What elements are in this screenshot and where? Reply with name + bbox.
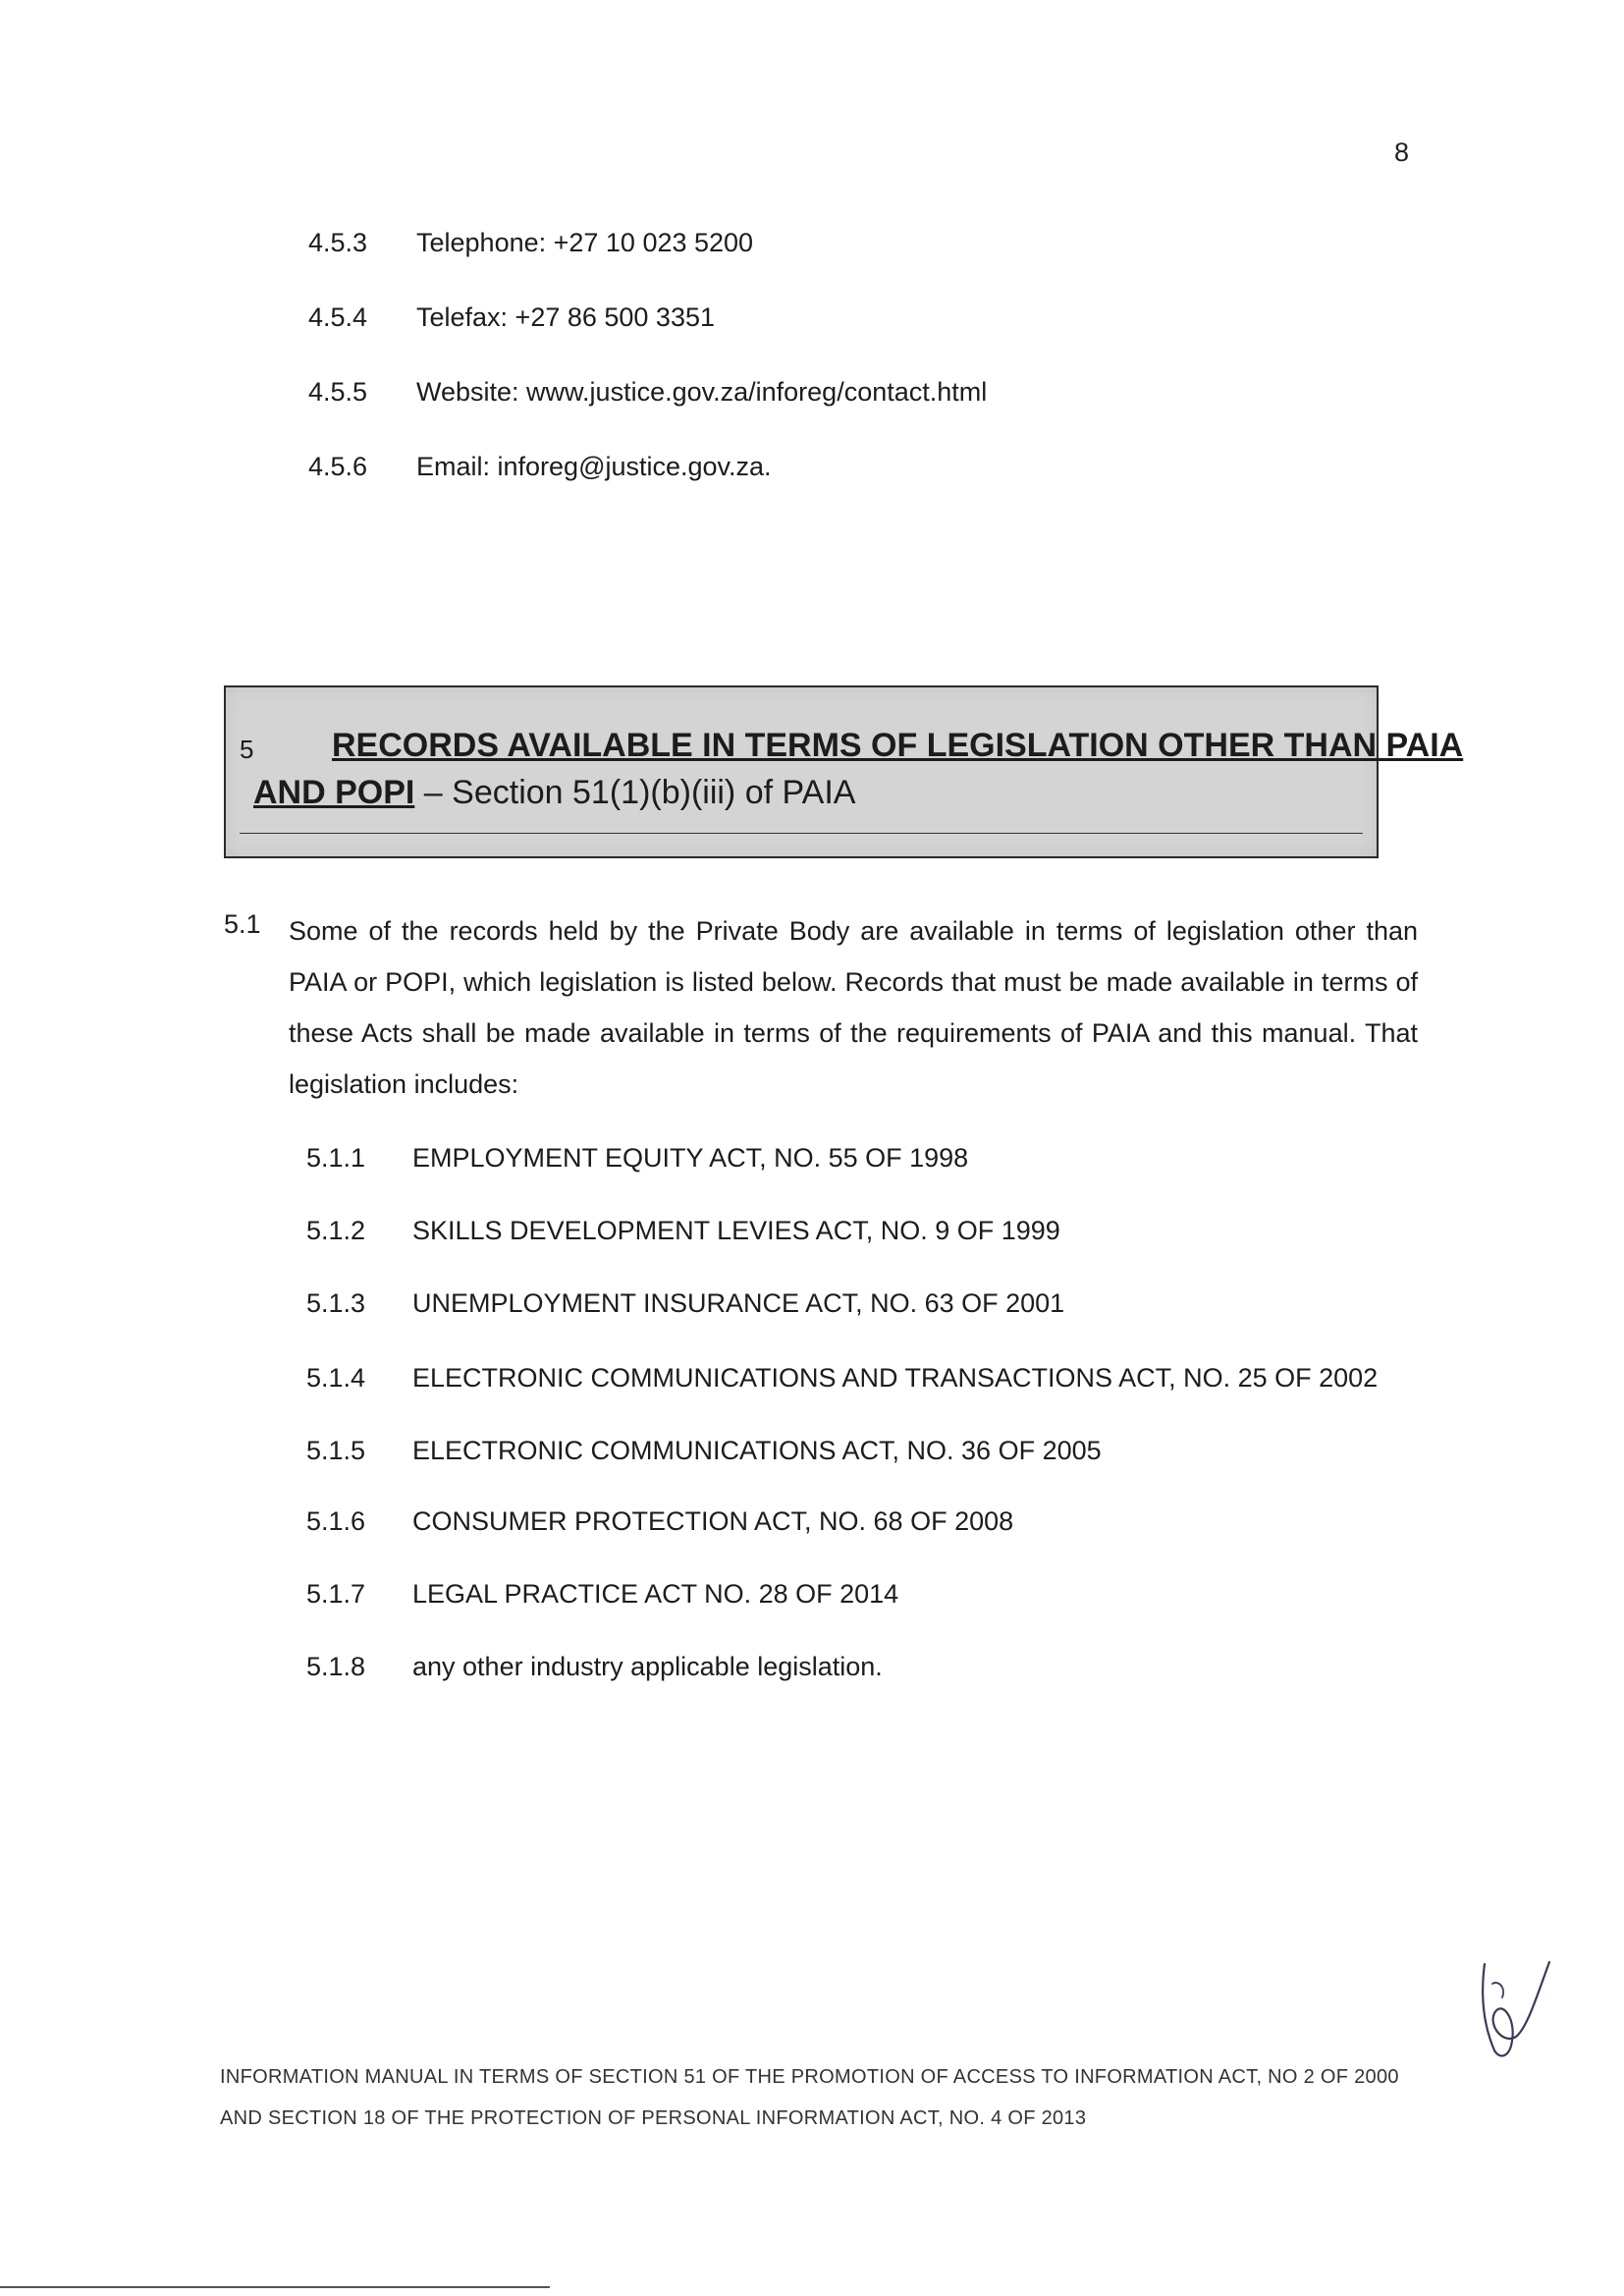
legislation-item [306, 1143, 968, 1174]
legislation-text: LEGAL PRACTICE ACT NO. 28 OF 2014 [412, 1579, 899, 1609]
legislation-number: 5.1.4 [306, 1363, 366, 1393]
contact-text: Website: www.justice.gov.za/inforeg/contact.html [416, 377, 988, 407]
legislation-number: 5.1.5 [306, 1436, 366, 1465]
legislation-text: UNEMPLOYMENT INSURANCE ACT, NO. 63 OF 2001 [412, 1288, 1065, 1318]
handwritten-signature [1473, 1954, 1551, 2072]
section-heading-line2 [253, 774, 855, 812]
contact-telefax [308, 302, 715, 333]
legislation-number: 5.1.8 [306, 1652, 366, 1681]
section-heading-part2: AND POPI [253, 774, 415, 811]
legislation-item [306, 1363, 1378, 1394]
paragraph-text: Some of the records held by the Private Body are available in terms of legislation other than PAIA or POPI, which legislation is listed below. Records that must be made available in terms of these Acts shall be made available in terms of the requirements of PAIA and this manual. That legislation includes: [289, 916, 1418, 1099]
footer-line1: INFORMATION MANUAL IN TERMS OF SECTION 51 OF THE PROMOTION OF ACCESS TO INFORMATION ACT, NO 2 OF 2000 [220, 2066, 1399, 2088]
legislation-text: CONSUMER PROTECTION ACT, NO. 68 OF 2008 [412, 1506, 1014, 1536]
bottom-scan-line [0, 2286, 550, 2288]
contact-telephone [308, 228, 753, 258]
page-number: 8 [1394, 137, 1410, 167]
contact-number: 4.5.5 [308, 377, 368, 407]
legislation-number: 5.1.1 [306, 1143, 366, 1173]
legislation-number: 5.1.7 [306, 1579, 366, 1609]
legislation-text: any other industry applicable legislation. [412, 1652, 883, 1681]
contact-website [308, 377, 987, 408]
contact-text: Telefax: +27 86 500 3351 [416, 302, 716, 332]
legislation-item [306, 1216, 1060, 1246]
footer-line2: AND SECTION 18 OF THE PROTECTION OF PERSONAL INFORMATION ACT, NO. 4 OF 2013 [220, 2107, 1087, 2129]
section-heading-line1: RECORDS AVAILABLE IN TERMS OF LEGISLATION OTHER THAN PAIA [332, 727, 1464, 764]
legislation-number: 5.1.3 [306, 1288, 366, 1318]
legislation-item [306, 1288, 1064, 1319]
contact-number: 4.5.4 [308, 302, 368, 332]
legislation-item [306, 1506, 1013, 1537]
section-subheading: – Section 51(1)(b)(iii) of PAIA [414, 774, 856, 811]
legislation-text: EMPLOYMENT EQUITY ACT, NO. 55 OF 1998 [412, 1143, 969, 1173]
paragraph-number: 5.1 [224, 909, 261, 939]
legislation-text: ELECTRONIC COMMUNICATIONS AND TRANSACTIONS ACT, NO. 25 OF 2002 [412, 1363, 1379, 1393]
legislation-number: 5.1.2 [306, 1216, 366, 1245]
legislation-item [306, 1579, 898, 1610]
legislation-number: 5.1.6 [306, 1506, 366, 1536]
legislation-item [306, 1436, 1102, 1466]
legislation-text: ELECTRONIC COMMUNICATIONS ACT, NO. 36 OF 2005 [412, 1436, 1102, 1465]
contact-number: 4.5.6 [308, 452, 368, 481]
contact-text: Telephone: +27 10 023 5200 [416, 228, 754, 257]
section-heading-box [224, 685, 1464, 858]
contact-email [308, 452, 772, 482]
legislation-text: SKILLS DEVELOPMENT LEVIES ACT, NO. 9 OF 1999 [412, 1216, 1060, 1245]
contact-number: 4.5.3 [308, 228, 368, 257]
legislation-item [306, 1652, 883, 1682]
section-number: 5 [240, 735, 254, 764]
contact-text: Email: inforeg@justice.gov.za. [416, 452, 772, 481]
section-box-rule [240, 833, 1363, 834]
